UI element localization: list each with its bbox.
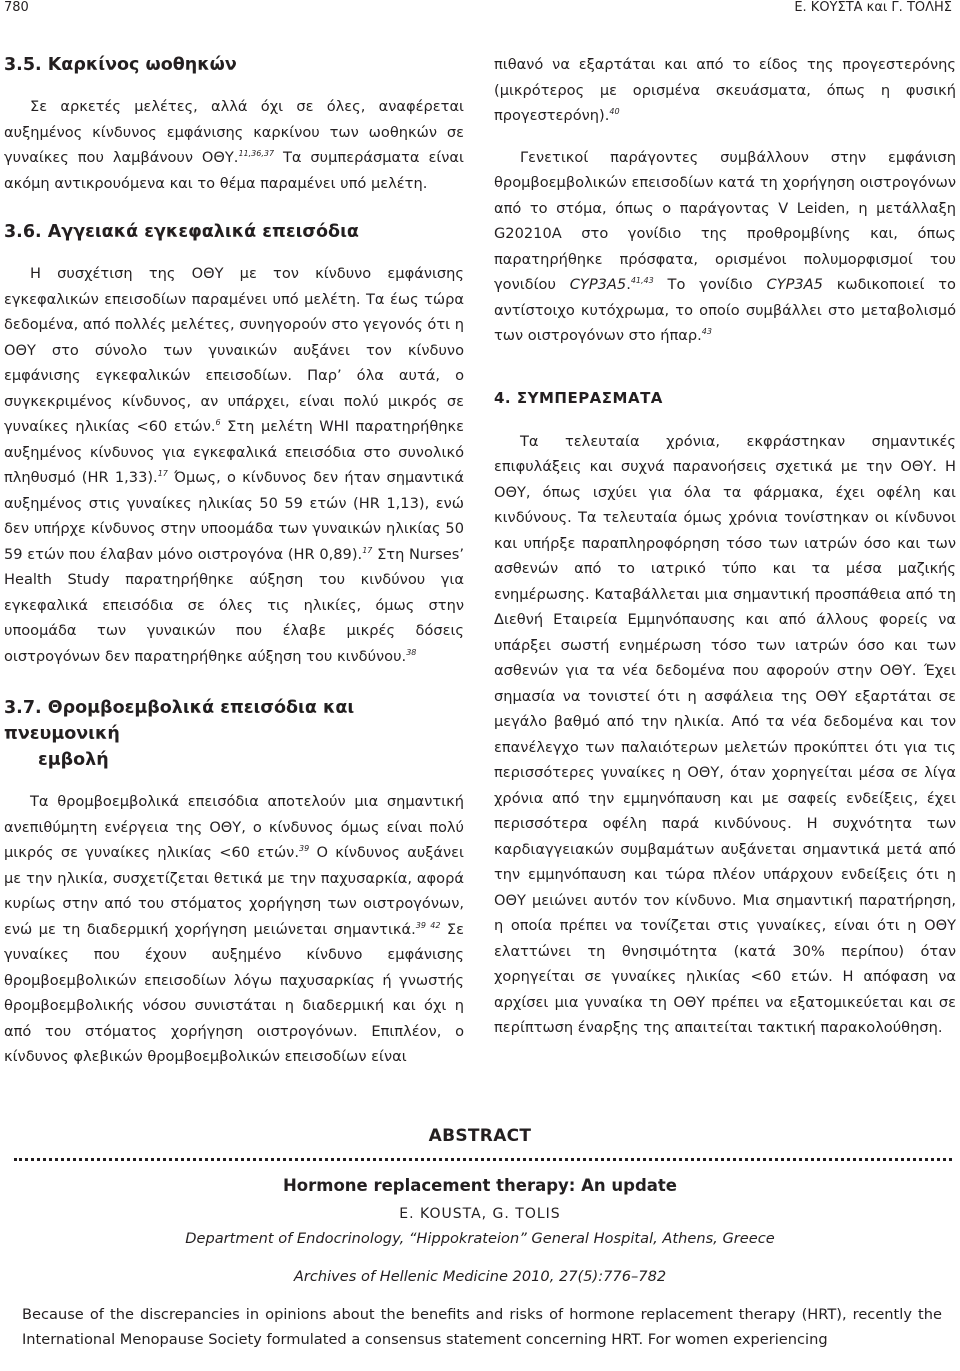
reference: 38 (406, 647, 417, 657)
gene-name: CYP3A5 (766, 276, 823, 293)
heading-line: εμβολή (38, 750, 109, 770)
citation: Archives of Hellenic Medicine 2010, 27(5):776–782 (293, 1268, 667, 1285)
text-run: Σε αρκετές μελέτες, αλλά όχι σε όλες, αναφέρεται αυξημένος κίνδυνος εμφάνισης καρκίνου των ωοθηκών σε γυναίκες που λαμβάνουν ΟΘΥ. (4, 98, 464, 166)
text-run: Σε γυναίκες που έχουν αυξημένο κίνδυνο εμφάνισης θρομβοεμβολικών επεισοδίων λόγω παχυσαρκίας ή γνωστής θρομβοεμβολικής νόσου συνιστάται η διαδερμική και όχι η από του στόματος χορήγηση οιστρογόνων. Επιπλέον, ο κίνδυνος φλεβικών θρομβοεμβολικών επεισοδίων είναι (4, 920, 465, 1065)
reference: 6 (215, 418, 221, 427)
abstract-text: Because of the discrepancies in opinions about the benefits and risks of hormone replacement therapy (HRT), recently the International Menopause Society formulated a consensus statement concerning HRT. For women experiencing (22, 1306, 942, 1348)
text-run: Γενετικοί παράγοντες συμβάλλουν στην εμφάνιση θρομβοεμβολικών επεισοδίων κατά τη χορήγηση οιστρογόνων από το στόμα, όπως ο παράγοντας V Leiden, η μετάλλαξη G20210A στο γονίδιο της προθρομβίνης και, όπως παρατηρήθηκε πρόσφατα, ορισμένοι πολυμορφισμοί του γονιδίου (494, 148, 956, 293)
page-number: 780 (4, 0, 29, 15)
gene-name: CYP3A5 (569, 276, 627, 293)
page-header (0, 0, 960, 20)
section-heading-3-6: 3.6. Αγγειακά εγκεφαλικά επεισόδια (4, 222, 359, 242)
text-run: Όμως, ο κίνδυνος δεν ήταν σημαντικά αυξημένος στις γυναίκες ηλικίας 50 59 ετών (HR 1,13), ενώ δεν υπήρχε κίνδυνος στην υποομάδα των γυναικών ηλικίας 50 59 ετών που έλαβαν μόνο οιστρογόνα (HR 0,89). (4, 469, 464, 563)
section-heading-3-7 (4, 695, 464, 773)
abstract-section (0, 1124, 960, 1352)
paragraph: Τα τελευταία χρόνια, εκφράστηκαν σημαντικές επιφυλάξεις και συχνά παρανοήσεις σχετικά με την ΟΘΥ. Η ΟΘΥ, όπως ισχύει για όλα τα φάρμακα, έχει οφέλη και κινδύνους. Τα τελευταία όμως χρόνια τονίστηκαν οι κίνδυνοι και υπήρξε παραπληροφόρηση τόσο των ιατρών όσο και των ασθενών από το ιατρικό τύπο και τα μέσα μαζικής ενημέρωσης. Καταβάλλεται μια σημαντική προσπάθεια από τη Διεθνή Εταιρεία Εμμηνόπαυσης και από άλλους φορείς να υπάρξει σωστή ενημέρωση τόσο των ιατρών όσο και των ασθενών για τα νέα δεδομένα που αφορούν στην ΟΘΥ. Έχει σημασία να τονιστεί ότι η ασφάλεια της ΟΘΥ εξαρτάται σε μεγάλο βαθμό από την ηλικία. Από τα νέα δεδομένα και τον επανέλεγχο των παλαιότερων μελετών προκύπτει ότι για τις περισσότερες γυναίκες η ΟΘΥ, όταν χορηγείται μέσα σε λίγα χρόνια από την εμμηνόπαυση και με σαφείς ενδείξεις, έχει περισσότερα οφέλη παρά κινδύνους. Η συχνότητα των καρδιαγγειακών συμβαμάτων αυξάνεται σημαντικά μετά από την εμμηνόπαυση και τώρα πλέον υπάρχουν ενδείξεις ότι η ΟΘΥ μειώνει αυτόν τον κίνδυνο. Μια σημαντική παρατήρηση, η οποία πρέπει να τονίζεται στις γυναίκες, είναι ότι η ΟΘΥ ελαττώνει τη θνησιμότητα (κατά 30% περίπου) όταν χορηγείται σε γυναίκες ηλικίας <60 ετών. Η απόφαση να αρχίσει μια γυναίκα τη ΟΘΥ πρέπει να εξατομικεύεται και σε περίπτωση έναρξης της απαιτείται τακτική παρακολούθηση. (494, 432, 956, 1036)
article-title: Hormone replacement therapy: An update (282, 1176, 677, 1195)
section-heading-3-5: 3.5. Καρκίνος ωοθηκών (4, 55, 237, 75)
paragraph (494, 52, 956, 129)
dotted-divider (14, 1158, 952, 1161)
text-run: Τα συμπεράσματα είναι ακόμη αντικρουόμενα και το θέμα παραμένει υπό μελέτη. (4, 149, 464, 192)
paragraph: Γενετικοί παράγοντες συμβάλλουν στην εμφάνιση θρομβοεμβολικών επεισοδίων κατά τη χορήγηση οιστρογόνων από το στόμα, όπως ο παράγοντας V Leiden, η μετάλλαξη G20210A στο γονίδιο της προθρομβίνης και, όπως παρατηρήθηκε πρόσφατα, ορισμένοι πολυμορφισμοί του γονιδίου CYP3A5.$^{41,43}$ Το γονίδιο CYP3A5 κωδικοποιεί το αντίστοιχο κυτόχρωμα, το οποίο συμβάλλει στο μεταβολισμό των οιστρογόνων στο ήπαρ.$^{43}$ (494, 148, 956, 344)
text-run: Στη μελέτη WHI παρατηρήθηκε αυξημένος κίνδυνος για εγκεφαλικά επεισόδια στο συνολικό πληθυσμό (HR 1,33). (4, 418, 464, 486)
paragraph (4, 261, 464, 669)
reference: 43 (701, 327, 712, 336)
paragraph (4, 789, 464, 1070)
text-run: Στη Nurses’ Health Study παρατηρήθηκε αύξηση του κινδύνου για εγκεφαλικά επεισόδια σε όλες τις ηλικίες, όμως στην υποομάδα των γυναικών που έλαβε μικρές δόσεις οιστρογόνων δεν παρατηρήθηκε αύξηση του κινδύνου. (4, 545, 464, 665)
reference: 39 (298, 844, 310, 853)
reference: 39 42 (415, 920, 441, 930)
affiliation: Department of Endocrinology, “Hippokrateion” General Hospital, Athens, Greece (185, 1230, 775, 1247)
reference: 11,36,37 (238, 149, 275, 158)
reference: 40 (609, 107, 620, 116)
reference: 41,43 (630, 276, 654, 285)
heading-line: 3.7. Θρομβοεμβολικά επεισόδια και πνευμονική (4, 698, 355, 744)
left-column (4, 52, 464, 1070)
abstract-heading: ABSTRACT (428, 1126, 532, 1146)
right-column (494, 52, 956, 1041)
text-run: Το γονίδιο (653, 276, 767, 293)
reference: 17 (362, 545, 373, 555)
running-head: Ε. ΚΟΥΣΤΑ και Γ. ΤΟΛΗΣ (794, 0, 952, 15)
authors: E. KOUSTA, G. TOLIS (399, 1206, 561, 1222)
reference: 17 (157, 469, 168, 478)
paragraph (4, 94, 464, 196)
text-run: πιθανό να εξαρτάται και από το είδος της προγεστερόνης (μικρότερος με ορισμένα σκευάσματα, όπως η φυσική προγεστερόνη). (494, 56, 956, 124)
text-run: Τα θρομβοεμβολικά επεισόδια αποτελούν μια σημαντική ανεπιθύμητη ενέργεια της ΟΘΥ, ο κίνδυνος όμως είναι πολύ μικρός σε γυναίκες ηλικίας <60 ετών. (4, 793, 464, 861)
text-run: Η συσχέτιση της ΟΘΥ με τον κίνδυνο εμφάνισης εγκεφαλικών επεισοδίων παραμένει υπό μελέτη. Τα έως τώρα δεδομένα, από πολλές μελέτες, συνηγορούν στο γεγονός ότι η ΟΘΥ στο σύνολο των γυναικών αυξάνει τον κίνδυνο εμφάνισης εγκεφαλικών επεισοδίων. Παρ’ όλα αυτά, ο συγκεκριμένος κίνδυνος, αν υπάρχει, είναι πολύ μικρός σε γυναίκες ηλικίας <60 ετών. (4, 265, 464, 435)
section-heading-4: 4. ΣΥΜΠΕΡΑΣΜΑΤΑ (494, 388, 663, 407)
text-run: Ο κίνδυνος αυξάνει με την ηλικία, συσχετίζεται θετικά με την παχυσαρκία, αφορά κυρίως στην από του στόματος χορήγηση των οιστρογόνων, ενώ με τη διαδερμική χορήγηση μειώνεται σημαντικά. (4, 844, 464, 938)
text-run: κωδικοποιεί το αντίστοιχο κυτόχρωμα, το οποίο συμβάλλει στο μεταβολισμό των οιστρογόνων στο ήπαρ. (494, 276, 956, 344)
